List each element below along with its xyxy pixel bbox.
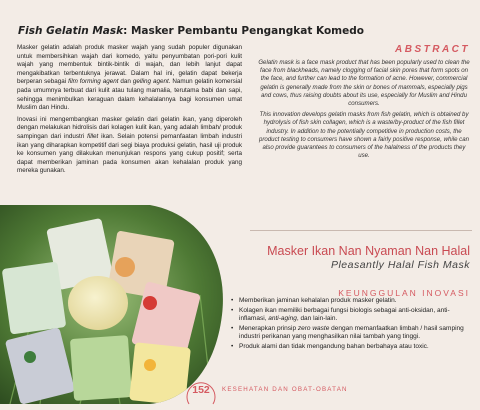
advantage-item: • Memberikan jaminan kehalalan produk masker gelatin. (230, 297, 473, 306)
advantage-item (230, 325, 473, 342)
intro-paragraph-2 (17, 116, 242, 176)
product-subtitle: Pleasantly Halal Fish Mask (330, 259, 470, 271)
intro-p1-a: Masker gelatin adalah produk masker wajah yang sudah populer digunakan untuk membersihkan wajah dari komedo, yaitu penyumbatan pori-pori kulit wajah yang membentuk bintik-bintik di wajah, dan lebih lanjut dapat mengakibatkan terbentuknya jerawat. Dalam hal ini, gelatin dapat bekerja berperan sebagai (17, 44, 242, 86)
advantages-heading: KEUNGGULAN INOVASI (338, 288, 470, 298)
page-title (18, 25, 364, 37)
intro-p2-em: fillet (87, 132, 99, 140)
intro-p1-em2: gelling agent (132, 78, 169, 86)
title-rest: : Masker Pembantu Pengangkat Komedo (123, 25, 364, 37)
advantage-item-2-em: anti-aging (268, 315, 297, 323)
intro-text (17, 44, 242, 179)
advantage-item-3a: Menerapkan prinsip (239, 324, 298, 332)
intro-paragraph-1 (17, 44, 242, 113)
intro-p1-em1: film forming agent (68, 78, 119, 86)
intro-p1-c: . Namun gelatin komersial pada umumnya terbuat dari kulit atau tulang mamalia, terutama babi dan sapi, sehingga menimbulkan keraguan dalam kehalalannya bagi konsumen umat Muslim dan Hindu. (17, 78, 243, 112)
abstract-heading: ABSTRACT (395, 44, 470, 55)
title-italic: Fish Gelatin Mask (18, 25, 124, 37)
advantage-item-2b: , dan lain-lain. (296, 315, 338, 323)
abstract-paragraph-1: Gelatin mask is a face mask product that has been popularly used to clean the face from blackheads, namely clogging of facial skin pores that form spots on the face, and further can lead to the formation of acne. However, commercial gelatin is generally made from the skin or bones of mammals, especially pigs and cows, thus raising doubts about its use, especially for Muslim and Hindu consumers. (258, 59, 470, 108)
section-divider (250, 230, 472, 231)
intro-p1-b: dan (118, 78, 133, 86)
abstract-paragraph-2: This innovation develops gelatin masks from fish gelatin, which is obtained by hydrolysis of fish skin collagen, which is a waste/by-product of the fish fillet industry. In addition to the potentially competitive in production costs, the product testing to consumers have shown a fairly positive response, while can also provide guarantees to consumers of the halalness of the products they use. (258, 111, 469, 160)
intro-p2-a: Inovasi ini mengembangkan masker gelatin dari gelatin ikan, yang diperoleh dengan melakukan hidrolisis dari kolagen kulit ikan, yang adalah limbah/ produk sampingan dari industri (17, 115, 242, 140)
section-name: KESEHATAN DAN OBAT-OBATAN (222, 386, 348, 393)
advantage-item-2a: Kolagen ikan memiliki berbagai fungsi biologis sebagai anti-oksidan, anti-inflamasi, (239, 306, 450, 323)
product-title: Masker Ikan Nan Nyaman Nan Halal (267, 244, 470, 258)
intro-p2-b: ikan. Selain potensi pemanfaatan limbah industri ikan yang diharapkan kompetitif dari segi biaya produksi gelatin, hasil uji produk ke konsumen yang dilakukan menunjukan respons yang cukup positif; serta dapat memberikan jaminan pada konsumen akan kehalalan produk yang mereka gunakan. (17, 132, 242, 175)
advantage-item: • Produk alami dan tidak mengandung bahan berbahaya atau toxic. (230, 343, 473, 352)
abstract-body (258, 59, 470, 163)
page-number: 152 (192, 384, 210, 396)
advantages-list (230, 297, 473, 353)
advantage-item-3b: dengan memanfaatkan limbah / hasil samping industri perikanan yang menghasilkan nilai tambah yang tinggi. (239, 324, 464, 341)
advantage-item-3-em: zero waste (297, 324, 330, 332)
advantage-item (230, 307, 473, 324)
